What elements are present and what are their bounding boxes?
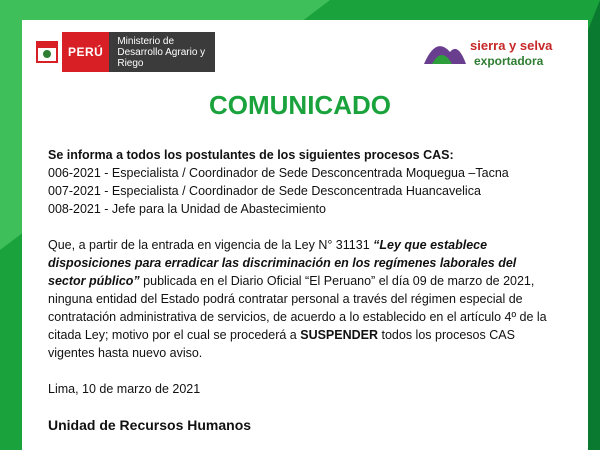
suspend-emphasis: SUSPENDER [300, 328, 379, 342]
paragraph-part-3: todos los procesos CAS vigentes hasta nuevo aviso. [48, 328, 515, 360]
main-paragraph [48, 236, 548, 362]
law-title: “Ley que establece disposiciones para erradicar las discriminación en los regímenes laborales del sector público” [48, 238, 517, 288]
process-item: 006-2021 - Especialista / Coordinador de Sede Desconcentrada Moquegua –Tacna [48, 166, 509, 180]
page-title: COMUNICADO [209, 90, 391, 120]
brand-line-1: sierra y selva [470, 38, 553, 53]
ministry-logo [32, 32, 215, 72]
paragraph-part-2: publicada en el Diario Oficial “El Peruano” el día 09 de marzo de 2021, ninguna entidad del Estado podrá contratar personal a través del régimen especial de contratación administrativa de servicios, de acuerdo a lo establecido en el artículo 4º de la citada Ley; motivo por el cual se procederá a [48, 274, 547, 342]
date-line: Lima, 10 de marzo de 2021 [48, 382, 201, 396]
ministry-name: Ministerio de Desarrollo Agrario y Riego [109, 32, 215, 72]
intro-line: Se informa a todos los postulantes de los siguientes procesos CAS: [48, 148, 454, 162]
peru-label: PERÚ [62, 32, 109, 72]
mountain-logo-icon [422, 34, 468, 68]
brand-line-2: exportadora [474, 54, 544, 68]
document-body [48, 146, 548, 434]
sierra-selva-logo [422, 30, 572, 74]
paragraph-part-1: Que, a partir de la entrada en vigencia de la Ley N° 31131 [48, 238, 374, 252]
process-item: 008-2021 - Jefe para la Unidad de Abastecimiento [48, 202, 326, 216]
signature: Unidad de Recursos Humanos [48, 417, 252, 433]
peru-crest-icon [32, 32, 62, 72]
process-item: 007-2021 - Especialista / Coordinador de Sede Desconcentrada Huancavelica [48, 184, 481, 198]
